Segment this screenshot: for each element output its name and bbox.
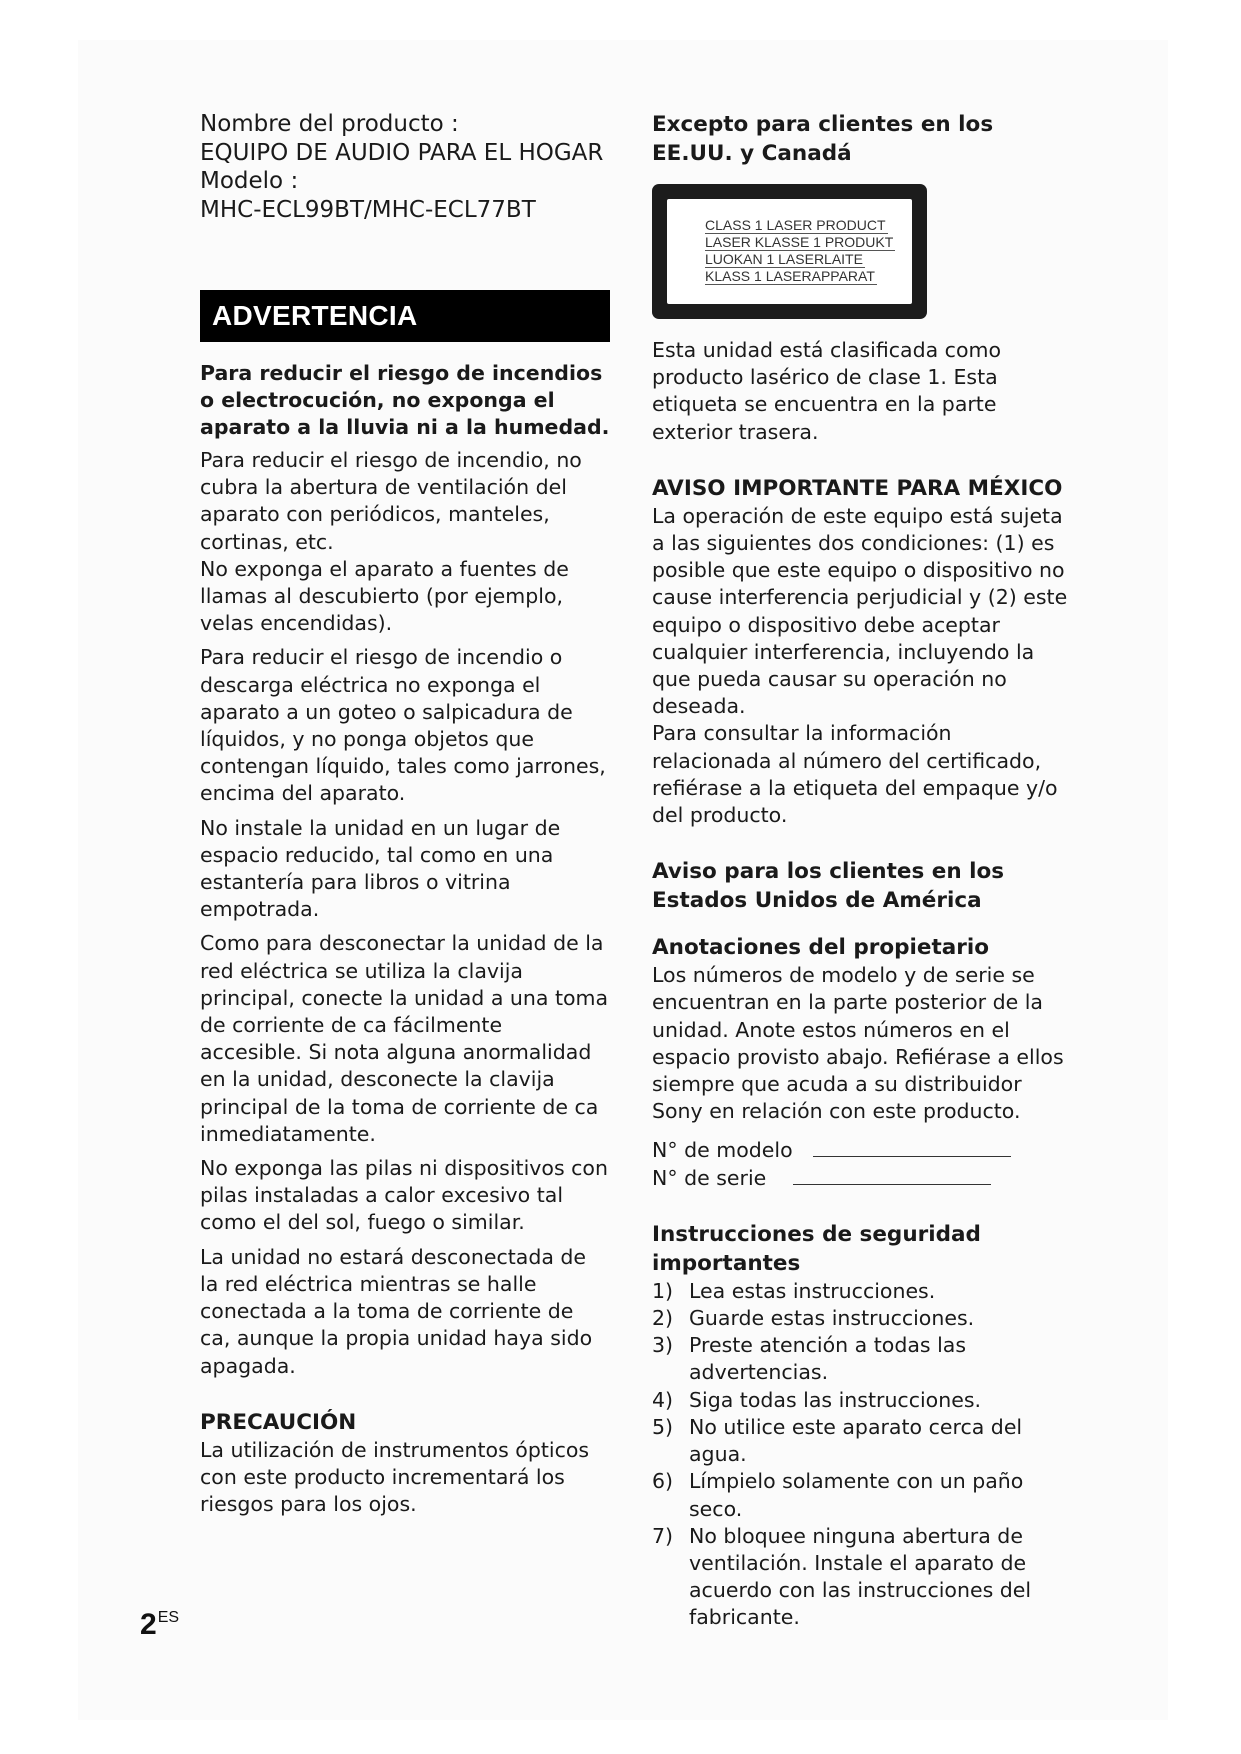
product-name-label: Nombre del producto :: [200, 111, 459, 137]
list-item: 4) Siga todas las instrucciones.: [652, 1387, 982, 1412]
warning-paragraph: No instale la unidad en un lugar de espacio reducido, tal como en una estantería para libros o vitrina empotrada.: [200, 815, 561, 922]
warning-paragraph: Para reducir el riesgo de incendio, no cubra la abertura de ventilación del aparato con periódicos, manteles, cortinas, etc.: [200, 448, 582, 554]
mexico-text-2: Para consultar la información relacionada al número del certificado, refiérase a la etiqueta del empaque y/o del producto.: [652, 721, 1058, 828]
serial-number-field: [652, 1165, 1072, 1192]
laser-label-line: LASER KLASSE 1 PRODUKT: [705, 234, 894, 250]
laser-label-text: [705, 217, 895, 285]
warning-lead: Para reducir el riesgo de incendios o electrocución, no exponga el aparato a la lluvia ni a la humedad.: [200, 361, 610, 439]
model-value: MHC-ECL99BT/MHC-ECL77BT: [200, 196, 536, 223]
list-item: 3) Preste atención a todas las advertencias.: [652, 1333, 967, 1385]
product-info: [200, 110, 610, 224]
owner-text: Los números de modelo y de serie se encuentran en la parte posterior de la unidad. Anote estos números en el espacio provisto abajo. Refiérase a ellos siempre que acuda a su distribuidor Sony en relación con este producto.: [652, 963, 1064, 1124]
except-heading: Excepto para clientes en los EE.UU. y Canadá: [652, 112, 994, 166]
list-item: 5) No utilice este aparato cerca del agua.: [652, 1414, 1023, 1467]
mexico-text: La operación de este equipo está sujeta a las siguientes dos condiciones: (1) es posible que este equipo o dispositivo no cause interferencia perjudicial y (2) este equipo o dispositivo debe aceptar cualquier interferencia, incluyendo la que pueda causar su operación no deseada.: [652, 503, 1068, 719]
laser-description: Esta unidad está clasificada como producto lasérico de clase 1. Esta etiqueta se encuentra en la parte exterior trasera.: [652, 338, 1002, 444]
model-label: Modelo :: [200, 168, 299, 194]
caution-heading: PRECAUCIÓN: [200, 1409, 357, 1435]
usa-heading: Aviso para los clientes en los Estados Unidos de América: [652, 859, 1005, 914]
laser-label-inner: [667, 199, 912, 304]
laser-label-line: CLASS 1 LASER PRODUCT: [705, 217, 886, 233]
laser-label-line: KLASS 1 LASERAPPARAT: [705, 268, 875, 284]
warning-banner: ADVERTENCIA: [200, 290, 610, 342]
language-code: ES: [157, 1609, 180, 1626]
laser-label-image: [652, 184, 927, 319]
serial-number-label: N° de serie: [652, 1165, 767, 1190]
page-number: $2^{ES}$: [140, 1608, 180, 1641]
list-item: 1) Lea estas instrucciones.: [652, 1278, 936, 1303]
list-item: 2) Guarde estas instrucciones.: [652, 1306, 975, 1331]
warning-paragraph: Como para desconectar la unidad de la red eléctrica se utiliza la clavija principal, conecte la unidad a una toma de corriente de ca fácilmente accesible. Si nota alguna anormalidad en la unidad, desconecte la clavija principal de la toma de corriente de ca inmediatamente.: [200, 931, 609, 1146]
warning-paragraph: La unidad no estará desconectada de la red eléctrica mientras se halle conectada a la toma de corriente de ca, aunque la propia unidad haya sido apagada.: [200, 1244, 593, 1378]
serial-number-line: [793, 1184, 991, 1185]
warning-paragraph: No exponga el aparato a fuentes de llamas al descubierto (por ejemplo, velas encendidas).: [200, 556, 569, 636]
list-item: 7) No bloquee ninguna abertura de ventilación. Instale el aparato de acuerdo con las instrucciones del fabricante.: [652, 1523, 1032, 1630]
right-column: [652, 110, 1072, 1632]
left-column: [200, 110, 610, 1525]
safety-instructions-list: [652, 1278, 1072, 1632]
safety-heading: Instrucciones de seguridad importantes: [652, 1221, 981, 1276]
warning-paragraph: No exponga las pilas ni dispositivos con pilas instaladas a calor excesivo tal como el del sol, fuego o similar.: [200, 1156, 608, 1235]
warning-paragraph: Para reducir el riesgo de incendio o descarga eléctrica no exponga el aparato a un goteo o salpicadura de líquidos, y no ponga objetos que contengan líquido, tales como jarrones, encima del aparato.: [200, 645, 606, 806]
caution-text: La utilización de instrumentos ópticos con este producto incrementará los riesgos para los ojos.: [200, 1437, 590, 1517]
owner-heading: Anotaciones del propietario: [652, 935, 990, 961]
product-name-value: EQUIPO DE AUDIO PARA EL HOGAR: [200, 139, 604, 166]
laser-label-line: LUOKAN 1 LASERLAITE: [705, 251, 863, 267]
model-number-label: N° de modelo: [652, 1138, 793, 1163]
list-item: 6) Límpielo solamente con un paño seco.: [652, 1469, 1024, 1521]
model-number-field: [652, 1137, 1072, 1164]
mexico-heading: AVISO IMPORTANTE PARA MÉXICO: [652, 475, 1063, 501]
model-number-line: [813, 1156, 1011, 1157]
